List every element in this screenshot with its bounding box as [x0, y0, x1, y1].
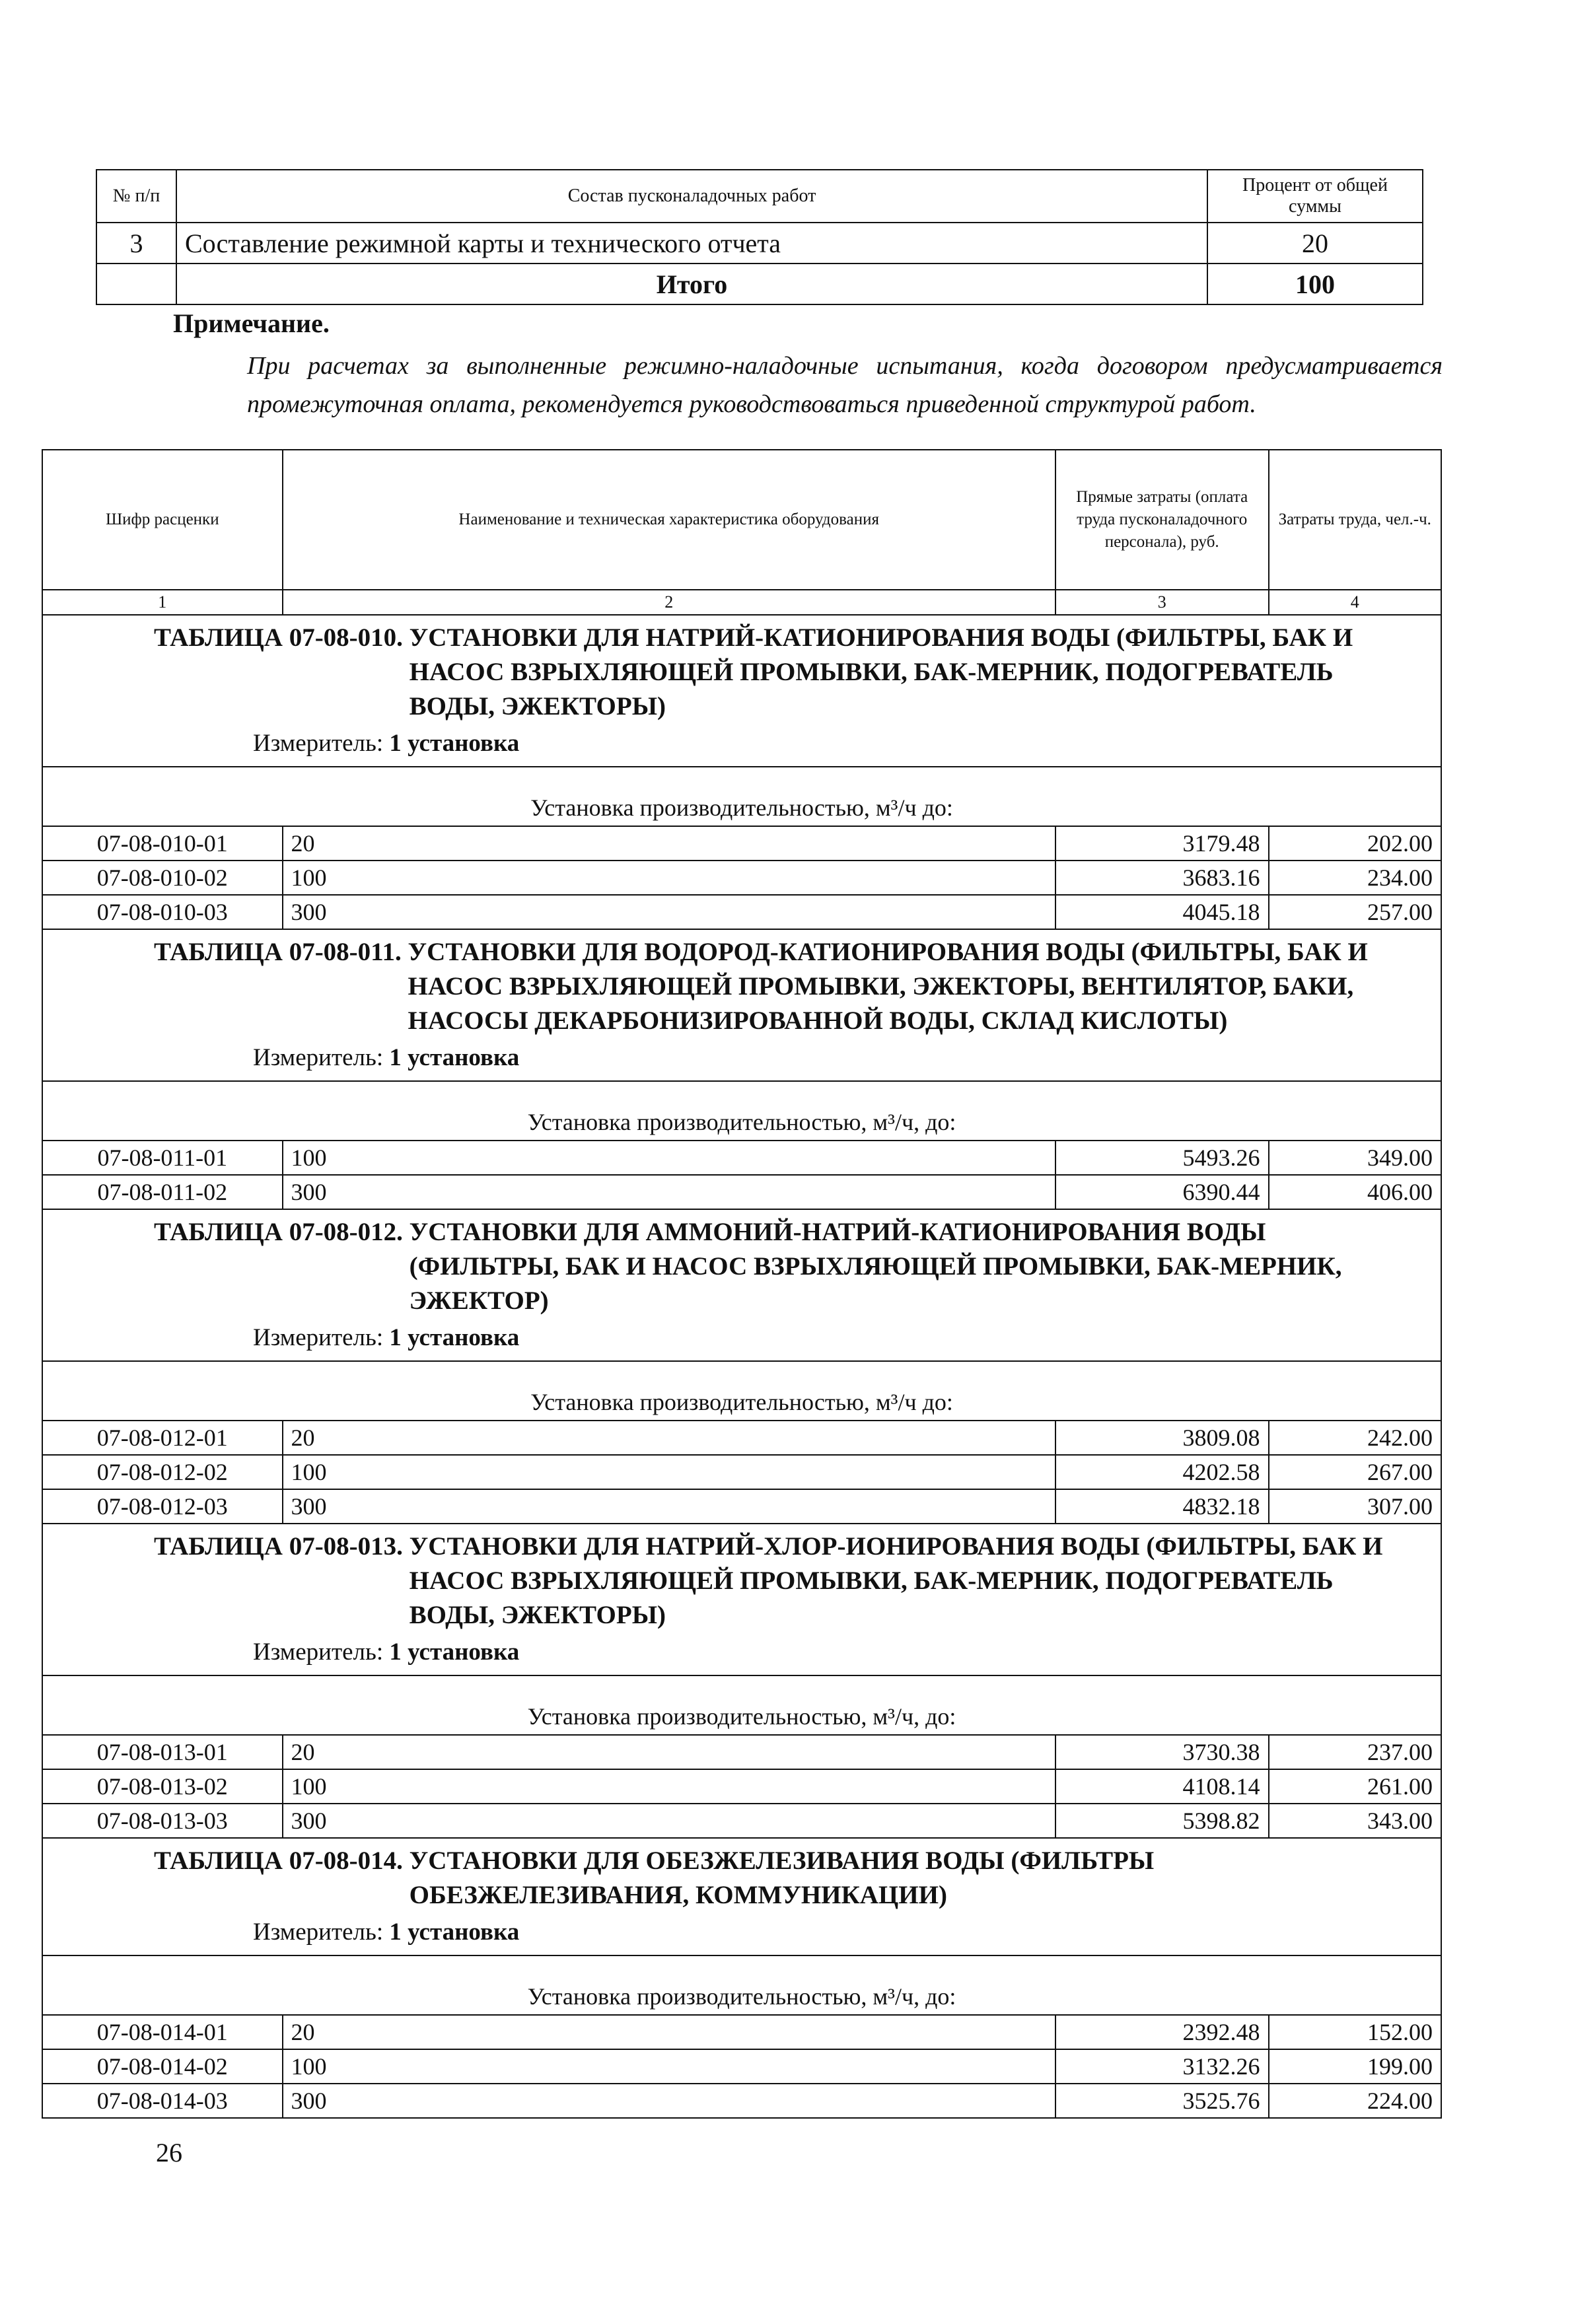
unit-value: 1 установка [389, 1044, 520, 1071]
header-num: № п/п [96, 170, 176, 223]
row-labor: 224.00 [1269, 2084, 1441, 2118]
row-capacity: 20 [283, 826, 1055, 861]
section-title-text: УСТАНОВКИ ДЛЯ НАТРИЙ-КАТИОНИРОВАНИЯ ВОДЫ (ФИЛЬТРЫ, БАК И НАСОС ВЗРЫХЛЯЮЩЕЙ ПРОМЫВКИ, БАК-МЕРНИК, ПОДОГРЕВАТЕЛЬ ВОДЫ, ЭЖЕКТОРЫ) [409, 623, 1353, 721]
table-row [42, 826, 1441, 861]
section-caption-row [42, 1361, 1441, 1421]
row-cost: 4202.58 [1055, 1455, 1269, 1489]
row-capacity: 300 [283, 1175, 1055, 1209]
row-capacity: 20 [283, 1421, 1055, 1455]
row-percent: 20 [1207, 223, 1423, 264]
header-cost: Прямые затраты (оплата труда пусконаладочного персонала), руб. [1055, 450, 1269, 590]
row-labor: 406.00 [1269, 1175, 1441, 1209]
row-capacity: 100 [283, 1141, 1055, 1175]
row-cost: 3809.08 [1055, 1421, 1269, 1455]
table-section-title-row [42, 1838, 1441, 1955]
row-code: 07-08-013-01 [42, 1735, 283, 1769]
section-caption-row [42, 767, 1441, 826]
row-code: 07-08-010-01 [42, 826, 283, 861]
row-num: 3 [96, 223, 176, 264]
top-table-total [96, 264, 1423, 304]
section-unit [55, 1041, 1429, 1075]
section-title [154, 1844, 1429, 1913]
top-table-header [96, 170, 1423, 223]
table-row [42, 1175, 1441, 1209]
row-code: 07-08-014-03 [42, 2084, 283, 2118]
row-capacity: 300 [283, 2084, 1055, 2118]
row-cost: 3132.26 [1055, 2049, 1269, 2084]
row-code: 07-08-011-02 [42, 1175, 283, 1209]
header-name: Наименование и техническая характеристика оборудования [283, 450, 1055, 590]
row-labor: 307.00 [1269, 1489, 1441, 1524]
row-cost: 5398.82 [1055, 1804, 1269, 1838]
row-labor: 343.00 [1269, 1804, 1441, 1838]
unit-value: 1 установка [389, 730, 520, 757]
section-title [154, 935, 1429, 1038]
section-caption-row [42, 1081, 1441, 1141]
section-title-text: УСТАНОВКИ ДЛЯ ВОДОРОД-КАТИОНИРОВАНИЯ ВОДЫ (ФИЛЬТРЫ, БАК И НАСОС ВЗРЫХЛЯЮЩЕЙ ПРОМЫВКИ, ЭЖЕКТОРЫ, ВЕНТИЛЯТОР, БАКИ, НАСОСЫ ДЕКАРБОНИЗИРОВАННОЙ ВОДЫ, СКЛАД КИСЛОТЫ) [408, 938, 1368, 1035]
row-cost: 3525.76 [1055, 2084, 1269, 2118]
row-capacity: 100 [283, 861, 1055, 895]
main-table [42, 449, 1442, 2119]
table-section-title-row [42, 929, 1441, 1081]
col-number: 1 [42, 590, 283, 615]
table-section-title-row [42, 1209, 1441, 1361]
header-percent: Процент от общей суммы [1207, 170, 1423, 223]
unit-value: 1 установка [389, 1638, 520, 1666]
row-cost: 4832.18 [1055, 1489, 1269, 1524]
section-unit [55, 1321, 1429, 1355]
section-unit [55, 1915, 1429, 1950]
table-row [42, 1421, 1441, 1455]
total-label: Итого [176, 264, 1207, 304]
row-code: 07-08-011-01 [42, 1141, 283, 1175]
row-code: 07-08-013-02 [42, 1769, 283, 1804]
row-capacity: 100 [283, 2049, 1055, 2084]
top-table [96, 169, 1423, 305]
row-labor: 237.00 [1269, 1735, 1441, 1769]
row-labor: 267.00 [1269, 1455, 1441, 1489]
table-section-header [42, 615, 1441, 767]
row-code: 07-08-012-02 [42, 1455, 283, 1489]
section-title-lead: ТАБЛИЦА 07-08-014. [154, 1847, 403, 1875]
main-table-header [42, 450, 1441, 590]
row-code: 07-08-012-03 [42, 1489, 283, 1524]
col-number: 2 [283, 590, 1055, 615]
col-number: 3 [1055, 590, 1269, 615]
section-caption: Установка производительностью, м³/ч, до: [42, 1081, 1441, 1141]
row-code: 07-08-010-02 [42, 861, 283, 895]
row-cost: 5493.26 [1055, 1141, 1269, 1175]
table-row [42, 1489, 1441, 1524]
header-labor: Затраты труда, чел.-ч. [1269, 450, 1441, 590]
section-caption-row [42, 1955, 1441, 2015]
section-title [154, 1215, 1429, 1318]
table-section-title-row [42, 1524, 1441, 1675]
row-capacity: 100 [283, 1455, 1055, 1489]
row-cost: 4045.18 [1055, 895, 1269, 929]
unit-value: 1 установка [389, 1919, 520, 1946]
section-caption: Установка производительностью, м³/ч, до: [42, 1675, 1441, 1735]
row-labor: 234.00 [1269, 861, 1441, 895]
row-cost: 6390.44 [1055, 1175, 1269, 1209]
table-section-header [42, 1209, 1441, 1361]
table-row [42, 1769, 1441, 1804]
table-row [42, 1804, 1441, 1838]
row-code: 07-08-013-03 [42, 1804, 283, 1838]
table-row [42, 2015, 1441, 2049]
total-value: 100 [1207, 264, 1423, 304]
unit-label: Измеритель: [253, 1919, 384, 1946]
row-labor: 152.00 [1269, 2015, 1441, 2049]
table-section-header [42, 1838, 1441, 1955]
row-capacity: 300 [283, 1489, 1055, 1524]
section-unit [55, 1635, 1429, 1670]
row-cost: 3730.38 [1055, 1735, 1269, 1769]
section-caption-row [42, 1675, 1441, 1735]
row-labor: 242.00 [1269, 1421, 1441, 1455]
section-title-text: УСТАНОВКИ ДЛЯ НАТРИЙ-ХЛОР-ИОНИРОВАНИЯ ВОДЫ (ФИЛЬТРЫ, БАК И НАСОС ВЗРЫХЛЯЮЩЕЙ ПРОМЫВКИ, БАК-МЕРНИК, ПОДОГРЕВАТЕЛЬ ВОДЫ, ЭЖЕКТОРЫ) [409, 1532, 1383, 1629]
row-labor: 199.00 [1269, 2049, 1441, 2084]
column-numbers-row [42, 590, 1441, 615]
section-title-lead: ТАБЛИЦА 07-08-011. [154, 938, 402, 966]
row-capacity: 100 [283, 1769, 1055, 1804]
table-row [42, 2049, 1441, 2084]
section-unit [55, 726, 1429, 761]
row-code: 07-08-012-01 [42, 1421, 283, 1455]
section-title-lead: ТАБЛИЦА 07-08-012. [154, 1218, 403, 1246]
table-section-header [42, 929, 1441, 1081]
row-code: 07-08-014-01 [42, 2015, 283, 2049]
row-labor: 202.00 [1269, 826, 1441, 861]
row-code: 07-08-014-02 [42, 2049, 283, 2084]
section-caption: Установка производительностью, м³/ч, до: [42, 1955, 1441, 2015]
row-capacity: 20 [283, 1735, 1055, 1769]
section-title [154, 1530, 1429, 1633]
top-table-row [96, 223, 1423, 264]
table-section-header [42, 1524, 1441, 1675]
table-row [42, 895, 1441, 929]
row-labor: 257.00 [1269, 895, 1441, 929]
header-code: Шифр расценки [42, 450, 283, 590]
row-capacity: 20 [283, 2015, 1055, 2049]
row-labor: 349.00 [1269, 1141, 1441, 1175]
unit-label: Измеритель: [253, 1044, 384, 1071]
unit-label: Измеритель: [253, 730, 384, 757]
row-cost: 4108.14 [1055, 1769, 1269, 1804]
note-title: Примечание. [173, 308, 330, 338]
section-title-lead: ТАБЛИЦА 07-08-010. [154, 623, 403, 652]
row-work: Составление режимной карты и технического отчета [176, 223, 1207, 264]
section-caption: Установка производительностью, м³/ч до: [42, 767, 1441, 826]
row-capacity: 300 [283, 1804, 1055, 1838]
table-row [42, 1141, 1441, 1175]
sections-body [42, 615, 1441, 2118]
row-cost: 3179.48 [1055, 826, 1269, 861]
table-row [42, 2084, 1441, 2118]
table-row [42, 861, 1441, 895]
row-cost: 2392.48 [1055, 2015, 1269, 2049]
section-title [154, 621, 1429, 724]
total-empty [96, 264, 176, 304]
row-cost: 3683.16 [1055, 861, 1269, 895]
section-title-text: УСТАНОВКИ ДЛЯ ОБЕЗЖЕЛЕЗИВАНИЯ ВОДЫ (ФИЛЬТРЫ ОБЕЗЖЕЛЕЗИВАНИЯ, КОММУНИКАЦИИ) [409, 1847, 1155, 1909]
header-work: Состав пусконаладочных работ [176, 170, 1207, 223]
table-row [42, 1735, 1441, 1769]
table-section-title-row [42, 615, 1441, 767]
unit-value: 1 установка [389, 1324, 520, 1351]
row-code: 07-08-010-03 [42, 895, 283, 929]
unit-label: Измеритель: [253, 1638, 384, 1666]
section-title-lead: ТАБЛИЦА 07-08-013. [154, 1532, 403, 1561]
section-caption: Установка производительностью, м³/ч до: [42, 1361, 1441, 1421]
section-title-text: УСТАНОВКИ ДЛЯ АММОНИЙ-НАТРИЙ-КАТИОНИРОВАНИЯ ВОДЫ (ФИЛЬТРЫ, БАК И НАСОС ВЗРЫХЛЯЮЩЕЙ ПРОМЫВКИ, БАК-МЕРНИК, ЭЖЕКТОР) [409, 1218, 1342, 1315]
unit-label: Измеритель: [253, 1324, 384, 1351]
table-row [42, 1455, 1441, 1489]
col-number: 4 [1269, 590, 1441, 615]
note-text: При расчетах за выполненные режимно-наладочные испытания, когда договором предусматривается промежуточная оплата, рекомендуется руководствоваться приведенной структурой работ. [247, 352, 1443, 418]
page-number: 26 [156, 2138, 182, 2167]
row-labor: 261.00 [1269, 1769, 1441, 1804]
row-capacity: 300 [283, 895, 1055, 929]
